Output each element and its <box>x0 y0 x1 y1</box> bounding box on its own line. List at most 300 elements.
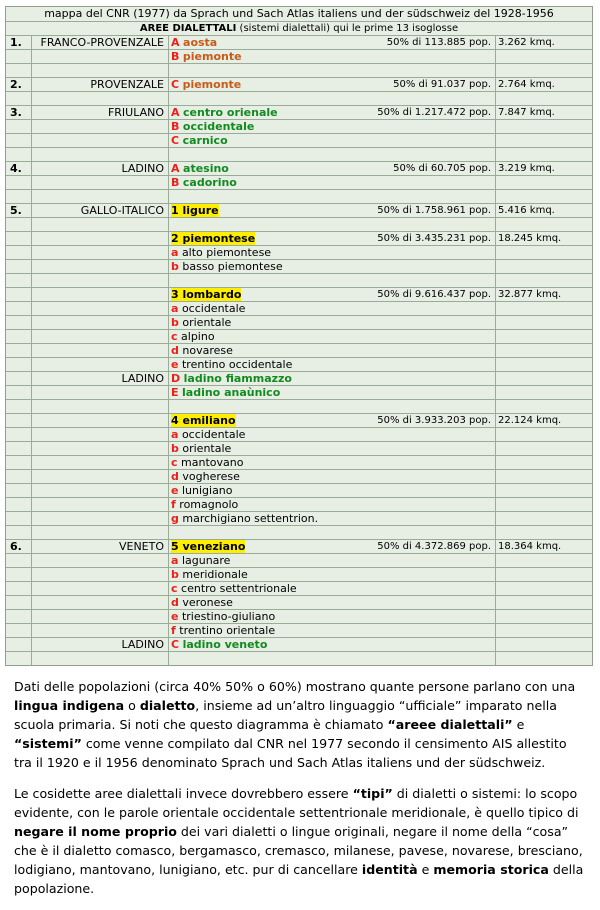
cell-divider <box>168 484 169 497</box>
cell-divider <box>168 554 169 567</box>
dialect-name: mantovano <box>181 456 244 469</box>
cell-divider <box>495 134 496 147</box>
dialect-name: orientale <box>182 316 232 329</box>
table-row <box>6 595 592 609</box>
dialect-letter: e <box>171 484 179 497</box>
table-row <box>6 91 592 105</box>
dialect-letter: g <box>171 512 179 525</box>
region-name: FRANCO-PROVENZALE <box>40 36 164 49</box>
region-name: LADINO <box>121 638 164 651</box>
dialect-cell <box>171 470 240 483</box>
text-span: e <box>417 862 434 877</box>
cell-divider <box>495 274 496 287</box>
cell-divider <box>495 344 496 357</box>
dialect-highlight: 1 ligure <box>171 204 219 217</box>
cell-divider <box>31 288 32 301</box>
table-row <box>6 63 592 77</box>
dialect-cell <box>171 540 245 553</box>
cell-divider <box>495 498 496 511</box>
area: 32.877 kmq. <box>498 289 562 300</box>
dialect-letter: d <box>171 596 179 609</box>
cell-divider <box>495 400 496 413</box>
cell-divider <box>495 190 496 203</box>
dialect-cell <box>171 344 233 357</box>
cell-divider <box>168 162 169 175</box>
emphasis: “tipi” <box>352 786 393 801</box>
dialect-letter: c <box>171 330 178 343</box>
cell-divider <box>31 470 32 483</box>
dialect-letter: e <box>171 610 179 623</box>
cell-divider <box>31 302 32 315</box>
cell-divider <box>495 582 496 595</box>
dialect-letter: B <box>171 176 180 189</box>
cell-divider <box>31 64 32 77</box>
text-span: , insieme ad un’altro linguaggio “ufficiale” imparato nella scuola primaria. Si noti che questo diagramma è chiamato <box>14 698 557 732</box>
cell-divider <box>168 330 169 343</box>
region-name: LADINO <box>121 372 164 385</box>
table-row <box>6 609 592 623</box>
emphasis: negare il nome proprio <box>14 824 177 839</box>
table-row <box>6 413 592 427</box>
cell-divider <box>495 120 496 133</box>
dialect-cell <box>171 414 236 427</box>
text-span: e <box>512 717 525 732</box>
cell-divider <box>31 344 32 357</box>
cell-divider <box>31 50 32 63</box>
cell-divider <box>495 596 496 609</box>
dialect-name: romagnolo <box>179 498 239 511</box>
dialect-cell <box>171 554 230 567</box>
cell-divider <box>495 246 496 259</box>
population: 50% di 1.217.472 pop. <box>377 107 491 118</box>
dialect-highlight: 3 lombardo <box>171 288 242 301</box>
dialect-name: ladino anaùnico <box>182 386 281 399</box>
dialect-cell <box>171 596 233 609</box>
table-row <box>6 329 592 343</box>
dialect-name: atesino <box>183 162 229 175</box>
body-text <box>14 677 586 910</box>
cell-divider <box>31 456 32 469</box>
dialect-cell <box>171 498 238 511</box>
cell-divider <box>168 526 169 539</box>
dialect-highlight: 5 veneziano <box>171 540 246 553</box>
cell-divider <box>31 260 32 273</box>
cell-divider <box>495 218 496 231</box>
dialect-name: ladino veneto <box>182 638 268 651</box>
dialect-letter: a <box>171 246 179 259</box>
text-span: Dati delle popolazioni (circa 40% 50% o 60%) mostrano quante persone parlano con una <box>14 679 576 694</box>
cell-divider <box>168 596 169 609</box>
cell-divider <box>495 512 496 525</box>
dialect-name: lunigiano <box>181 484 233 497</box>
dialect-cell <box>171 386 280 399</box>
dialect-cell <box>171 610 275 623</box>
subtitle-bold: AREE DIALETTALI <box>139 23 237 34</box>
cell-divider <box>31 484 32 497</box>
cell-divider <box>31 554 32 567</box>
cell-divider <box>168 540 169 553</box>
cell-divider <box>31 134 32 147</box>
dialect-name: occidentale <box>182 120 255 133</box>
dialect-letter: b <box>171 316 179 329</box>
population: 50% di 9.616.437 pop. <box>377 289 491 300</box>
cell-divider <box>168 610 169 623</box>
cell-divider <box>31 316 32 329</box>
cell-divider <box>168 120 169 133</box>
dialect-letter: c <box>171 582 178 595</box>
dialect-cell <box>171 428 245 441</box>
table-row <box>6 581 592 595</box>
cell-divider <box>31 218 32 231</box>
cell-divider <box>168 456 169 469</box>
dialect-letter: a <box>171 554 179 567</box>
cell-divider <box>168 442 169 455</box>
cell-divider <box>495 260 496 273</box>
cell-divider <box>168 232 169 245</box>
area: 3.262 kmq. <box>498 37 555 48</box>
table-row <box>6 217 592 231</box>
area: 3.219 kmq. <box>498 163 555 174</box>
region-name: PROVENZALE <box>90 78 164 91</box>
cell-divider <box>168 64 169 77</box>
cell-divider <box>495 316 496 329</box>
cell-divider <box>31 428 32 441</box>
cell-divider <box>495 442 496 455</box>
cell-divider <box>168 106 169 119</box>
cell-divider <box>168 274 169 287</box>
dialect-letter: C <box>171 638 180 651</box>
dialect-cell <box>171 568 248 581</box>
dialect-letter: a <box>171 428 179 441</box>
cell-divider <box>168 652 169 665</box>
dialect-letter: f <box>171 498 176 511</box>
paragraph-2 <box>14 784 586 898</box>
table-row <box>6 189 592 203</box>
population: 50% di 60.705 pop. <box>393 163 491 174</box>
dialect-letter: E <box>171 386 179 399</box>
dialect-letter: d <box>171 344 179 357</box>
cell-divider <box>168 246 169 259</box>
cell-divider <box>31 274 32 287</box>
dialect-cell <box>171 106 278 119</box>
area: 7.847 kmq. <box>498 107 555 118</box>
cell-divider <box>168 624 169 637</box>
dialect-cell <box>171 36 217 49</box>
dialect-name: aosta <box>183 36 218 49</box>
dialect-letter: b <box>171 442 179 455</box>
row-number: 2. <box>10 78 22 91</box>
dialect-cell <box>171 302 245 315</box>
dialect-cell <box>171 176 237 189</box>
dialect-letter: b <box>171 260 179 273</box>
cell-divider <box>31 414 32 427</box>
cell-divider <box>168 288 169 301</box>
dialect-cell <box>171 638 267 651</box>
dialect-cell <box>171 358 292 371</box>
row-number: 5. <box>10 204 22 217</box>
table-row <box>6 35 592 49</box>
row-number: 1. <box>10 36 22 49</box>
population: 50% di 3.435.231 pop. <box>377 233 491 244</box>
dialect-name: orientale <box>182 442 232 455</box>
cell-divider <box>495 526 496 539</box>
cell-divider <box>168 400 169 413</box>
dialect-cell <box>171 624 275 637</box>
dialect-letter: C <box>171 78 180 91</box>
table-row <box>6 539 592 553</box>
cell-divider <box>495 386 496 399</box>
dialect-cell <box>171 246 271 259</box>
cell-divider <box>31 624 32 637</box>
cell-divider <box>31 400 32 413</box>
cell-divider <box>495 554 496 567</box>
dialect-name: triestino-giuliano <box>181 610 276 623</box>
table-row <box>6 371 592 385</box>
cell-divider <box>31 176 32 189</box>
dialect-name: marchigiano settentrion. <box>182 512 319 525</box>
dialect-name: lagunare <box>181 554 231 567</box>
cell-divider <box>168 582 169 595</box>
dialect-cell <box>171 330 215 343</box>
table-row <box>6 301 592 315</box>
region-name: FRIULANO <box>107 106 164 119</box>
table-row <box>6 427 592 441</box>
cell-divider <box>168 638 169 651</box>
dialect-name: centro orienale <box>183 106 278 119</box>
dialect-cell <box>171 78 241 91</box>
cell-divider <box>495 92 496 105</box>
emphasis: “sistemi” <box>14 736 82 751</box>
table-row <box>6 147 592 161</box>
dialect-name: veronese <box>182 596 233 609</box>
cell-divider <box>495 484 496 497</box>
table-row <box>6 343 592 357</box>
table-row <box>6 105 592 119</box>
table-row <box>6 525 592 539</box>
dialect-cell <box>171 232 255 245</box>
cell-divider <box>31 386 32 399</box>
dialect-table <box>5 6 593 666</box>
dialect-letter: C <box>171 134 180 147</box>
emphasis: identità <box>361 862 418 877</box>
population: 50% di 3.933.203 pop. <box>377 415 491 426</box>
cell-divider <box>495 302 496 315</box>
cell-divider <box>31 568 32 581</box>
cell-divider <box>31 498 32 511</box>
area: 5.416 kmq. <box>498 205 555 216</box>
table-row <box>6 637 592 651</box>
dialect-cell <box>171 50 242 63</box>
emphasis: memoria storica <box>433 862 549 877</box>
region-name: GALLO-ITALICO <box>80 204 164 217</box>
table-row <box>6 567 592 581</box>
table-row <box>6 497 592 511</box>
dialect-name: piemonte <box>182 50 242 63</box>
text-span: dei vari dialetti o lingue originali, negare il nome della “cosa” che è il dialetto comasco, bergamasco, cremasco, milanese, pavese, novarese, bresciano, lodigiano, mantovano, lunigiano, etc. pur di cancellare <box>14 824 583 877</box>
dialect-cell <box>171 120 254 133</box>
cell-divider <box>31 330 32 343</box>
table-row <box>6 245 592 259</box>
table-row <box>6 511 592 525</box>
cell-divider <box>168 358 169 371</box>
population: 50% di 113.885 pop. <box>386 37 491 48</box>
emphasis: lingua indigena <box>14 698 125 713</box>
text-span: della popolazione. <box>14 862 584 896</box>
dialect-cell <box>171 582 297 595</box>
table-title: mappa del CNR (1977) da Sprach und Sach Atlas italiens und der südschweiz del 1928-1956 <box>44 7 554 20</box>
dialect-cell <box>171 456 243 469</box>
cell-divider <box>31 526 32 539</box>
text-span: Le cosidette aree dialettali invece dovrebbero essere <box>14 786 353 801</box>
cell-divider <box>31 92 32 105</box>
area: 22.124 kmq. <box>498 415 562 426</box>
dialect-cell <box>171 316 231 329</box>
cell-divider <box>168 386 169 399</box>
dialect-letter: B <box>171 50 180 63</box>
table-row <box>6 259 592 273</box>
dialect-letter: b <box>171 568 179 581</box>
area: 18.245 kmq. <box>498 233 562 244</box>
area: 18.364 kmq. <box>498 541 562 552</box>
cell-divider <box>31 652 32 665</box>
cell-divider <box>168 218 169 231</box>
cell-divider <box>31 246 32 259</box>
cell-divider <box>168 50 169 63</box>
table-row <box>6 469 592 483</box>
dialect-name: alpino <box>181 330 215 343</box>
dialect-letter: f <box>171 624 176 637</box>
cell-divider <box>495 638 496 651</box>
dialect-name: occidentale <box>181 302 246 315</box>
dialect-highlight: 4 emiliano <box>171 414 236 427</box>
cell-divider <box>31 610 32 623</box>
table-row <box>6 483 592 497</box>
cell-divider <box>168 176 169 189</box>
dialect-name: alto piemontese <box>181 246 272 259</box>
cell-divider <box>168 92 169 105</box>
cell-divider <box>31 582 32 595</box>
table-row <box>6 385 592 399</box>
cell-divider <box>168 470 169 483</box>
cell-divider <box>495 50 496 63</box>
table-subtitle <box>6 21 592 35</box>
dialect-cell <box>171 260 283 273</box>
cell-divider <box>495 568 496 581</box>
cell-divider <box>31 148 32 161</box>
dialect-cell <box>171 484 233 497</box>
text-span: o <box>124 698 140 713</box>
dialect-name: basso piemontese <box>182 260 283 273</box>
emphasis: “areee dialettali” <box>387 717 513 732</box>
table-row <box>6 553 592 567</box>
dialect-name: meridionale <box>182 568 248 581</box>
cell-divider <box>31 190 32 203</box>
dialect-letter: D <box>171 372 181 385</box>
cell-divider <box>31 442 32 455</box>
dialect-cell <box>171 442 231 455</box>
cell-divider <box>495 456 496 469</box>
dialect-cell <box>171 162 229 175</box>
dialect-cell <box>171 134 228 147</box>
dialect-highlight: 2 piemontese <box>171 232 256 245</box>
dialect-name: centro settentrionale <box>181 582 297 595</box>
dialect-cell <box>171 204 219 217</box>
dialect-name: trentino orientale <box>179 624 276 637</box>
cell-divider <box>168 316 169 329</box>
table-row <box>6 651 592 665</box>
subtitle-rest: (sistemi dialettali) qui le prime 13 isoglosse <box>236 23 459 34</box>
region-name: LADINO <box>121 162 164 175</box>
table-row <box>6 623 592 637</box>
cell-divider <box>495 372 496 385</box>
table-row <box>6 273 592 287</box>
cell-divider <box>495 176 496 189</box>
table-row <box>6 77 592 91</box>
cell-divider <box>31 512 32 525</box>
row-number: 4. <box>10 162 22 175</box>
cell-divider <box>168 148 169 161</box>
row-number: 3. <box>10 106 22 119</box>
dialect-name: piemonte <box>182 78 242 91</box>
table-rows <box>6 35 592 665</box>
table-row <box>6 315 592 329</box>
cell-divider <box>168 204 169 217</box>
cell-divider <box>31 596 32 609</box>
dialect-name: trentino occidentale <box>181 358 293 371</box>
row-number: 6. <box>10 540 22 553</box>
cell-divider <box>495 358 496 371</box>
table-row <box>6 133 592 147</box>
cell-divider <box>495 624 496 637</box>
text-span: di dialetti o sistemi: lo scopo evidente, con le parole orientale occidentale settentrionale meridionale, è quello tipico di <box>14 786 579 820</box>
table-row <box>6 119 592 133</box>
dialect-cell <box>171 512 318 525</box>
region-name: VENETO <box>118 540 164 553</box>
cell-divider <box>495 652 496 665</box>
text-span: come venne compilato dal CNR nel 1977 secondo il censimento AIS allestito tra il 1920 e il 1956 denominato Sprach und Sach Atlas italiens und der südschweiz. <box>14 736 567 770</box>
dialect-letter: A <box>171 36 180 49</box>
cell-divider <box>168 134 169 147</box>
dialect-name: ladino fiammazzo <box>183 372 292 385</box>
table-row <box>6 175 592 189</box>
dialect-name: cadorino <box>182 176 237 189</box>
table-row <box>6 161 592 175</box>
population: 50% di 1.758.961 pop. <box>377 205 491 216</box>
cell-divider <box>168 344 169 357</box>
emphasis: dialetto <box>139 698 196 713</box>
cell-divider <box>168 498 169 511</box>
cell-divider <box>168 414 169 427</box>
cell-divider <box>168 568 169 581</box>
dialect-letter: c <box>171 456 178 469</box>
cell-divider <box>168 372 169 385</box>
cell-divider <box>495 610 496 623</box>
dialect-letter: d <box>171 470 179 483</box>
cell-divider <box>31 120 32 133</box>
cell-divider <box>495 330 496 343</box>
area: 2.764 kmq. <box>498 79 555 90</box>
cell-divider <box>168 512 169 525</box>
dialect-name: occidentale <box>181 428 246 441</box>
dialect-cell <box>171 372 292 385</box>
table-row <box>6 203 592 217</box>
cell-divider <box>31 232 32 245</box>
cell-divider <box>495 470 496 483</box>
table-row <box>6 231 592 245</box>
population: 50% di 4.372.869 pop. <box>377 541 491 552</box>
table-row <box>6 357 592 371</box>
dialect-letter: A <box>171 106 180 119</box>
